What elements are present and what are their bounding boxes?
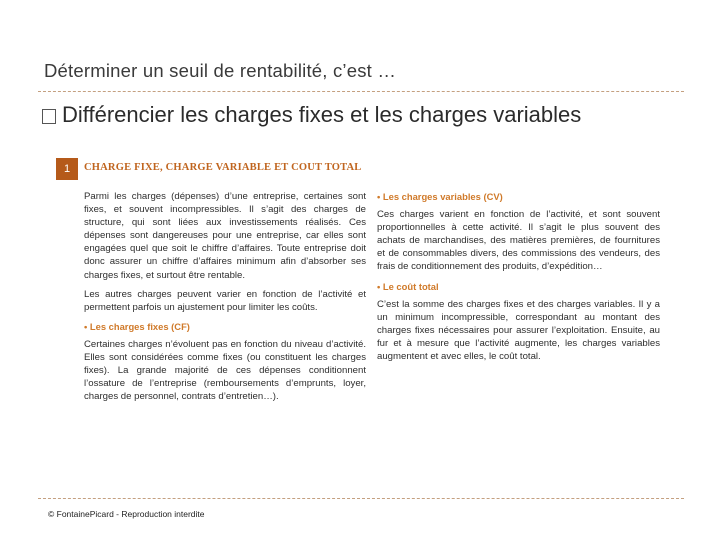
left-paragraph-3: Certaines charges n’évoluent pas en fonction du niveau d’activité. Elles sont considérées comme fixes (ou constituent les charges fixes). La grande majorité de ces dépenses conditionnent l’ossature de l’entreprise (remboursements d’emprunts, loyer, charges de personnel, contrats d’entretien…). xyxy=(84,338,366,403)
subheading-charges-fixes: • Les charges fixes (CF) xyxy=(84,320,190,332)
title-divider xyxy=(38,91,684,92)
main-bullet xyxy=(42,102,702,128)
left-paragraph-2: Les autres charges peuvent varier en fonction de l’activité et permettent parfois un ajustement pour limiter les coûts. xyxy=(84,288,366,313)
main-bullet-text: Différencier les charges fixes et les charges variables xyxy=(62,102,582,127)
textbook-excerpt xyxy=(56,158,672,432)
subheading-charges-variables: • Les charges variables (CV) xyxy=(377,191,503,202)
section-number-badge: 1 xyxy=(56,158,78,180)
subheading-cout-total: • Le coût total xyxy=(377,280,439,292)
right-paragraph-2: C’est la somme des charges fixes et des charges variables. Il y a un minimum incompressible, correspondant au montant des charges fixes nécessaires pour assurer l’exploitation. Ensuite, au fur et à mesure que l’activité augmente, les charges variables augmentent et avec elles, le coût total. xyxy=(377,298,660,363)
left-column xyxy=(84,190,366,409)
footer-divider xyxy=(38,498,684,499)
right-paragraph-1: Ces charges varient en fonction de l’activité, et sont souvent proportionnelles à cette activité. Il s’agit le plus souvent des achats de marchandises, des matières premières, de fournitures et de consommables divers, des commissions des vendeurs, des frais de conditionnement des produits, d’expédition… xyxy=(377,209,660,273)
copyright-footer: © FontainePicard - Reproduction interdite xyxy=(48,509,205,519)
slide-title: Déterminer un seuil de rentabilité, c’est … xyxy=(44,60,397,81)
checkbox-bullet-icon xyxy=(42,109,56,124)
left-paragraph-1: Parmi les charges (dépenses) d’une entreprise, certaines sont fixes, et souvent incompressibles. Il s’agit des charges de structure, qui sont liées aux investissements réalisés. Ces dépenses sont dangereuses pour une entreprise, car elles sont engagées quel que soit le chiffre d’affaires. Toute entreprise doit donc assurer un chiffre d’affaires minimum afin d’absorber ses charges fixes, et surtout être rentable. xyxy=(84,191,366,281)
section-heading: CHARGE FIXE, CHARGE VARIABLE ET COUT TOTAL xyxy=(84,162,362,173)
right-column xyxy=(377,190,660,369)
